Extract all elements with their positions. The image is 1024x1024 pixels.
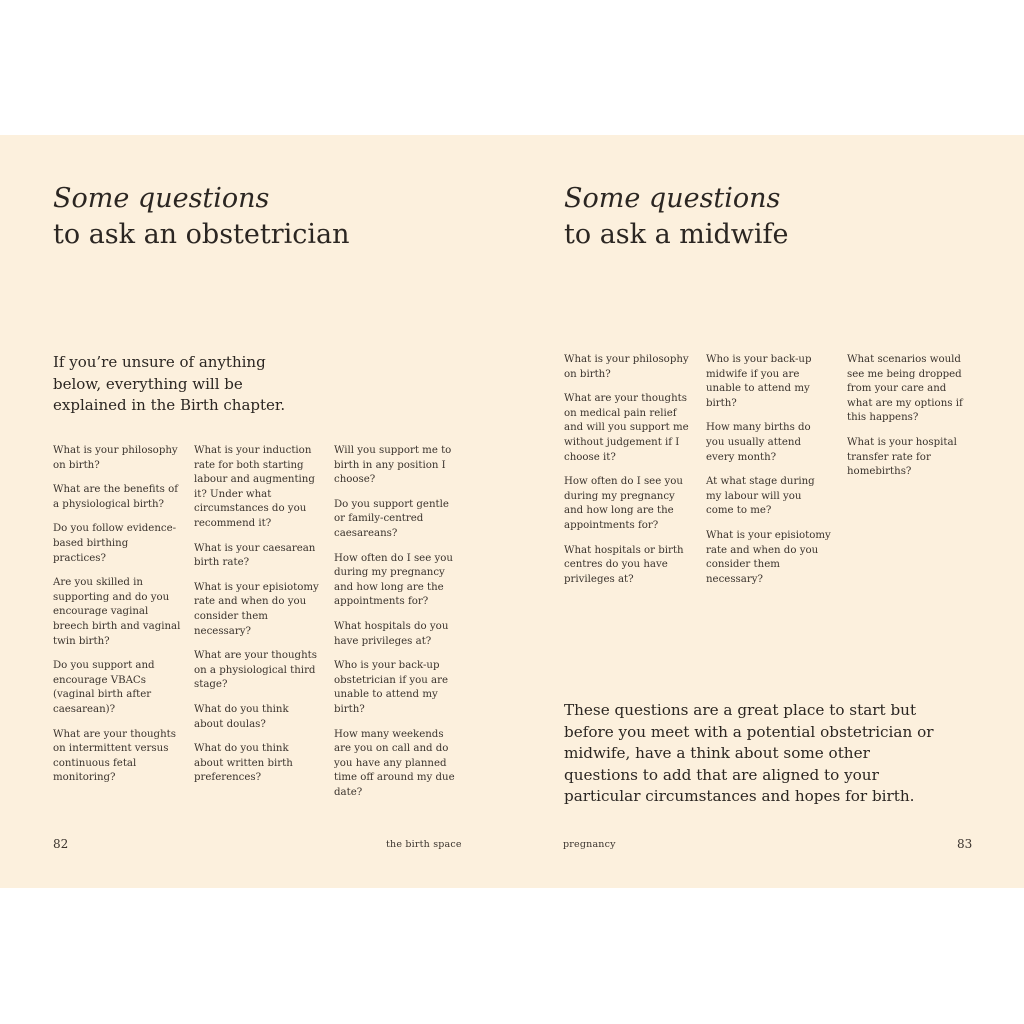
book-spread <box>0 135 1024 888</box>
question-item: What is your philosophy on birth? <box>53 445 178 471</box>
right-heading-regular: to ask a midwife <box>564 219 789 250</box>
left-heading-regular: to ask an obstetrician <box>53 219 350 250</box>
question-item: What is your hospital transfer rate for homebirths? <box>847 436 957 478</box>
question-item: What are your thoughts on medical pain relief and will you support me without judgement if I choose it? <box>564 393 689 463</box>
left-question-column-3 <box>334 444 458 810</box>
left-page-heading <box>53 181 473 253</box>
question-item: Are you skilled in supporting and do you encourage vaginal breech birth and vaginal twin birth? <box>53 577 181 647</box>
left-question-column-1 <box>53 444 183 796</box>
question-item: What are the benefits of a physiological birth? <box>53 484 178 510</box>
question-item: What is your caesarean birth rate? <box>194 542 316 569</box>
question-item: Do you support and encourage VBACs (vaginal birth after caesarean)? <box>53 660 155 715</box>
right-question-column-2 <box>706 353 832 597</box>
question-item: What is your philosophy on birth? <box>564 354 689 380</box>
left-running-head: the birth space <box>386 839 462 850</box>
question-item: How many weekends are you on call and do you have any planned time off around my due date? <box>334 728 455 798</box>
left-intro-text: If you’re unsure of anything below, everything will be explained in the Birth chapter. <box>53 353 286 414</box>
question-item: What do you think about doulas? <box>194 703 289 730</box>
question-item: How many births do you usually attend every month? <box>706 422 811 463</box>
left-page-number: 82 <box>53 837 69 851</box>
right-running-head: pregnancy <box>563 839 616 850</box>
question-item: What hospitals or birth centres do you have privileges at? <box>564 544 684 585</box>
question-item: What is your induction rate for both starting labour and augmenting it? Under what circumstances do you recommend it? <box>194 445 315 529</box>
right-question-column-1 <box>564 353 692 597</box>
question-item: What is your episiotomy rate and when do you consider them necessary? <box>194 581 319 637</box>
question-item: At what stage during my labour will you come to me? <box>706 476 815 517</box>
question-item: Do you support gentle or family-centred caesareans? <box>334 498 449 539</box>
question-item: Do you follow evidence-based birthing practices? <box>53 523 177 564</box>
right-closing-text: These questions are a great place to start but before you meet with a potential obstetrician or midwife, have a think about some other questions to add that are aligned to your particular circumstances and hopes for birth. <box>564 701 934 805</box>
question-item: Who is your back-up midwife if you are unable to attend my birth? <box>706 354 812 409</box>
right-page-heading <box>564 181 984 253</box>
left-heading-italic: Some questions <box>53 183 270 214</box>
question-item: What scenarios would see me being dropped from your care and what are my options if this happens? <box>847 354 963 424</box>
question-item: How often do I see you during my pregnancy and how long are the appointments for? <box>564 476 683 531</box>
question-item: What do you think about written birth preferences? <box>194 743 293 784</box>
question-item: What hospitals do you have privileges at? <box>334 620 449 647</box>
question-item: Will you support me to birth in any position I choose? <box>334 445 452 486</box>
right-heading-italic: Some questions <box>564 183 781 214</box>
question-item: What is your episiotomy rate and when do you consider them necessary? <box>706 529 831 585</box>
left-question-column-2 <box>194 444 320 796</box>
question-item: What are your thoughts on a physiological third stage? <box>194 650 317 691</box>
question-item: Who is your back-up obstetrician if you are unable to attend my birth? <box>334 660 448 715</box>
question-item: How often do I see you during my pregnancy and how long are the appointments for? <box>334 552 453 608</box>
right-page-number: 83 <box>957 837 973 851</box>
right-question-column-3 <box>847 353 969 490</box>
question-item: What are your thoughts on intermittent versus continuous fetal monitoring? <box>53 728 176 784</box>
